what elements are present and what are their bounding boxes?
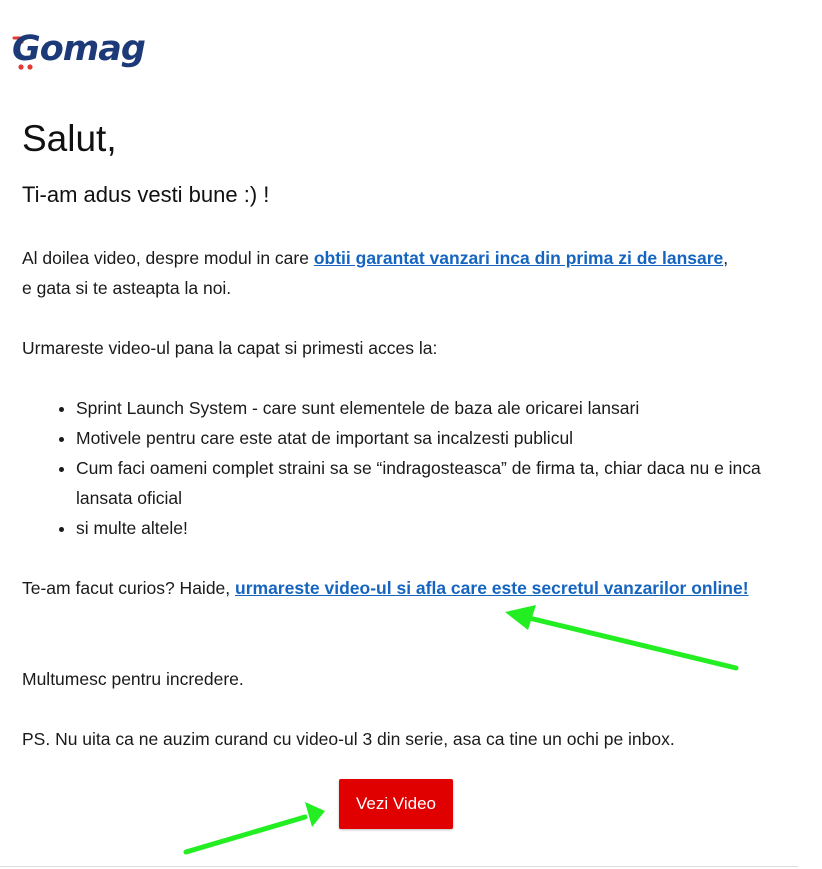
curious-text-before: Te-am facut curios? Haide, [22, 578, 236, 598]
intro-text-before: Al doilea video, despre modul in care [22, 248, 314, 268]
list-item: • Motivele pentru care este atat de important sa incalzesti publicul [76, 423, 776, 453]
intro-text-after: , e gata si te asteapta la noi. [22, 248, 729, 298]
annotation-arrow-to-link [505, 605, 736, 668]
subheading: Ti-am adus vesti bune :) ! [22, 182, 270, 207]
watch-video-link[interactable]: urmareste video-ul si afla care este secretul vanzarilor online! [235, 578, 749, 598]
gomag-logo[interactable] [12, 26, 145, 72]
benefits-list [22, 393, 776, 543]
curious-paragraph [22, 573, 762, 603]
footer-divider [0, 866, 798, 867]
annotation-arrow-to-button [186, 802, 325, 852]
logo-wordmark: Gomag [12, 29, 145, 69]
list-item: • Cum faci oameni complet straini sa se “indragosteasca” de firma ta, chiar daca nu e inca lansata oficial [76, 453, 776, 513]
sales-guarantee-link[interactable]: obtii garantat vanzari inca din prima zi de lansare [313, 248, 724, 268]
thanks-paragraph: Multumesc pentru incredere. [22, 669, 244, 689]
greeting-heading: Salut, [22, 118, 117, 159]
ps-paragraph: PS. Nu uita ca ne auzim curand cu video-ul 3 din serie, asa ca tine un ochi pe inbox. [22, 729, 675, 749]
access-paragraph: Urmareste video-ul pana la capat si primesti acces la: [22, 338, 438, 358]
watch-video-button[interactable]: Vezi Video [339, 779, 453, 829]
intro-paragraph [22, 243, 742, 303]
list-item: • si multe altele! [76, 513, 776, 543]
list-item: • Sprint Launch System - care sunt elementele de baza ale oricarei lansari [76, 393, 776, 423]
